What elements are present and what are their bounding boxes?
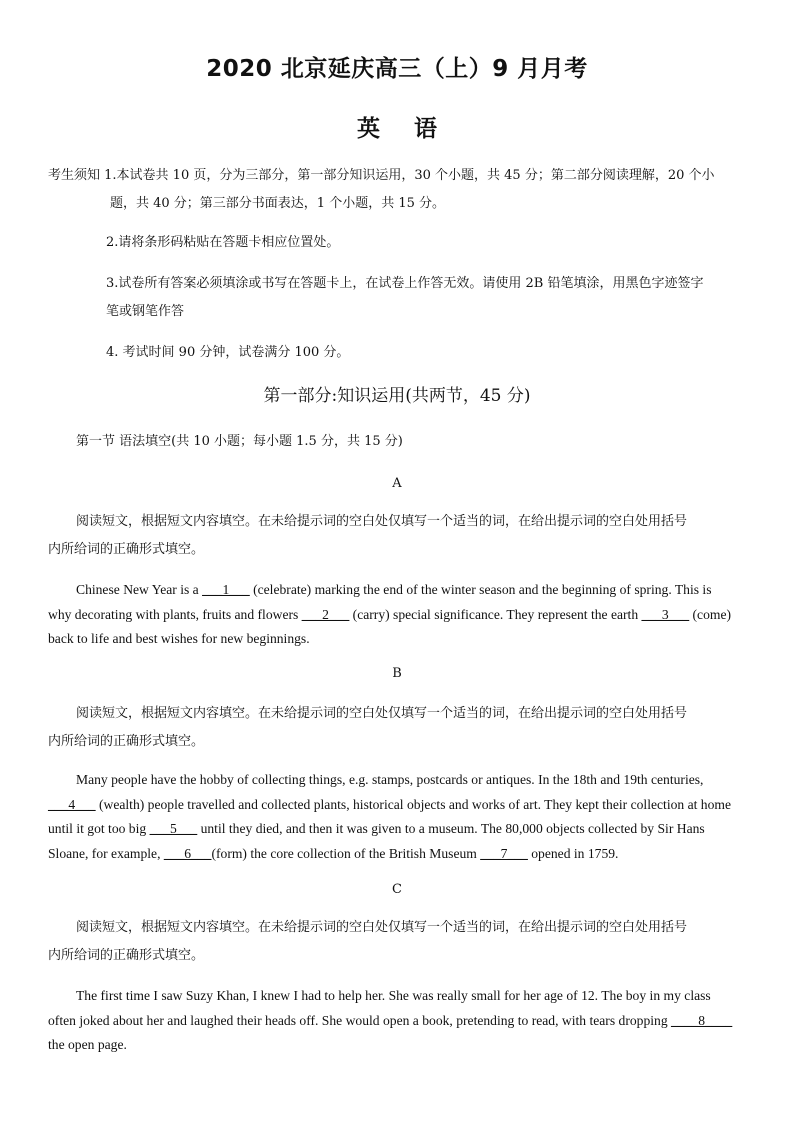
notice-item-4: 4. 考试时间 90 分钟，试卷满分 100 分。 <box>106 345 350 360</box>
notice-item-3-line-2: 笔或钢笔作答 <box>106 304 185 319</box>
notice-line-1: 考生须知 1.本试卷共 10 页，分为三部分，第一部分知识运用，30 个小题，共 45 分；第二部分阅读理解，20 个小 <box>48 168 715 183</box>
blank-2: ___2___ <box>301 606 350 622</box>
blank-1: ___1___ <box>202 582 250 597</box>
notice-item-2: 2.请将条形码粘贴在答题卡相应位置处。 <box>106 235 340 250</box>
passage-c-instruction-line-1: 阅读短文，根据短文内容填空。在未给提示词的空白处仅填写一个适当的词，在给出提示词的空白处用括号 <box>76 920 688 935</box>
passage-a-text-4: (come) back to life and best wishes for new beginnings. <box>48 606 731 646</box>
blank-6: ___6___ <box>163 845 212 861</box>
passage-c-text <box>48 984 738 1058</box>
blank-5: ___5___ <box>149 821 198 836</box>
passage-b-instruction-line-1: 阅读短文，根据短文内容填空。在未给提示词的空白处仅填写一个适当的词，在给出提示词的空白处用括号 <box>76 706 688 721</box>
passage-b-instruction-line-2: 内所给词的正确形式填空。 <box>48 734 205 749</box>
passage-a-text-3: (carry) special significance. They represent the earth <box>349 606 642 622</box>
passage-b-text-2: (wealth) people travelled and collected plants, historical objects and works of art. They kept their collection at home until it got too big <box>48 796 731 836</box>
passage-b-letter: B <box>392 666 402 681</box>
notice-line-2: 题，共 40 分；第三部分书面表达，1 个小题，共 15 分。 <box>110 196 446 211</box>
passage-c-letter: C <box>392 882 402 897</box>
passage-a-instruction-line-1: 阅读短文，根据短文内容填空。在未给提示词的空白处仅填写一个适当的词，在给出提示词的空白处用括号 <box>76 514 688 529</box>
passage-c-text-1: The first time I saw Suzy Khan, I knew I had to help her. She was really small for her age of 12. The boy in my class often joked about her and laughed their heads off. She would open a book, pretending to read, with tears dropping <box>48 988 711 1028</box>
passage-b-text-5: opened in 1759. <box>527 845 619 861</box>
subject-title: 英语 <box>357 116 471 142</box>
blank-8: ____8____ <box>671 1012 733 1028</box>
passage-b-text-4: (form) the core collection of the British Museum <box>211 845 481 861</box>
passage-c-text-2: the open page. <box>48 1037 127 1052</box>
blank-7: ___7___ <box>480 845 528 861</box>
passage-c-instruction-line-2: 内所给词的正确形式填空。 <box>48 948 205 963</box>
passage-a-text-2: (celebrate) marking the end of the winter season and the beginning of spring. This is why decorating with plants, fruits and flowers <box>48 582 712 622</box>
part-one-heading: 第一部分:知识运用(共两节，45 分) <box>263 386 531 406</box>
exam-title: 2020 北京延庆高三（上）9 月月考 <box>206 56 588 82</box>
notice-item-3-line-1: 3.试卷所有答案必须填涂或书写在答题卡上，在试卷上作答无效。请使用 2B 铅笔填涂，用黑色字迹签字 <box>106 276 704 291</box>
blank-4: ___4___ <box>48 796 96 812</box>
passage-a-letter: A <box>392 476 402 491</box>
passage-a-instruction-line-2: 内所给词的正确形式填空。 <box>48 542 205 557</box>
passage-b-text-3: until they died, and then it was given to a museum. The 80,000 objects collected by Sir Hans Sloane, for example, <box>48 821 705 861</box>
passage-b-text-1: Many people have the hobby of collecting things, e.g. stamps, postcards or antiques. In the 18th and 19th centuries, <box>76 772 704 787</box>
blank-3: ___3___ <box>641 606 690 622</box>
passage-a-text <box>48 578 738 652</box>
section-one-heading: 第一节 语法填空(共 10 小题；每小题 1.5 分，共 15 分) <box>76 434 403 449</box>
passage-b-text <box>48 768 738 866</box>
passage-a-text-1: Chinese New Year is a <box>76 582 203 597</box>
